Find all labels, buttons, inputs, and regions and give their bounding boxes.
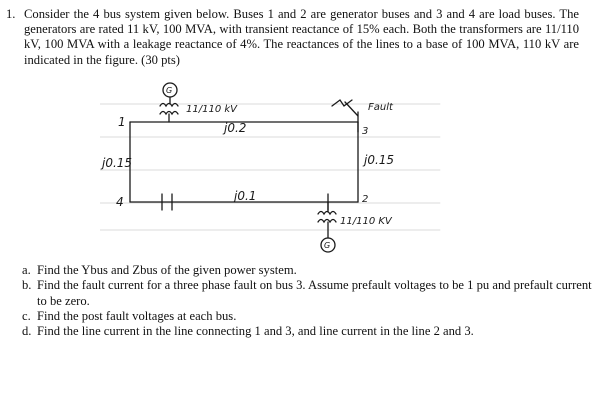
bus-1-label: 1 (118, 115, 126, 129)
question-number: 1. (6, 7, 16, 21)
xfmr-bottom-label: 11/110 KV (340, 216, 392, 227)
line-4-2-label: j0.1 (234, 189, 257, 203)
gen-bottom-label: G (324, 241, 331, 250)
transformer-bottom-secondary (318, 220, 336, 223)
part-label: c. (22, 308, 31, 323)
question-parts (22, 263, 592, 339)
part-d (22, 324, 592, 339)
part-text: Find the line current in the line connecting 1 and 3, and line current in the line 2 and 3. (37, 324, 474, 339)
xfmr-top-label: 11/110 kV (186, 104, 237, 115)
part-label: d. (22, 324, 32, 339)
part-c (22, 309, 592, 324)
fault-symbol (332, 100, 352, 106)
gen-top-label: G (166, 86, 173, 95)
bus-3-label: 3 (362, 126, 369, 137)
bus-2-label: 2 (362, 194, 369, 205)
fault-label: Fault (368, 102, 393, 113)
transformer-bottom-primary (318, 212, 336, 215)
part-text: Find the post fault voltages at each bus. (37, 308, 237, 323)
circuit-drawing (100, 82, 450, 260)
question-text: Consider the 4 bus system given below. Buses 1 and 2 are generator buses and 3 and 4 are load buses. The generators are rated 11 kV, 100 MVA, with transient reactance of 15% each. Both the transformers are 11/110 kV, 100 MVA with a leakage reactance of 4%. The reactances of the lines to a base of 100 MVA, 110 kV are indicated in the figure. (30 pts) (24, 7, 579, 67)
line-1-4-label: j0.15 (102, 156, 133, 170)
circuit-diagram (100, 82, 450, 260)
part-b (22, 278, 592, 309)
part-a (22, 263, 592, 278)
ruled-lines (100, 104, 440, 230)
line-3-2-label: j0.15 (364, 153, 395, 167)
part-text: Find the fault current for a three phase fault on bus 3. Assume prefault voltages to be 1 pu and prefault current to be zero. (37, 278, 592, 308)
part-text: Find the Ybus and Zbus of the given power system. (37, 263, 297, 277)
part-label: b. (22, 278, 32, 293)
part-label: a. (22, 263, 31, 277)
transformer-top-primary (160, 104, 178, 107)
bus-4-label: 4 (116, 195, 124, 209)
line-1-3-label: j0.2 (224, 121, 247, 135)
